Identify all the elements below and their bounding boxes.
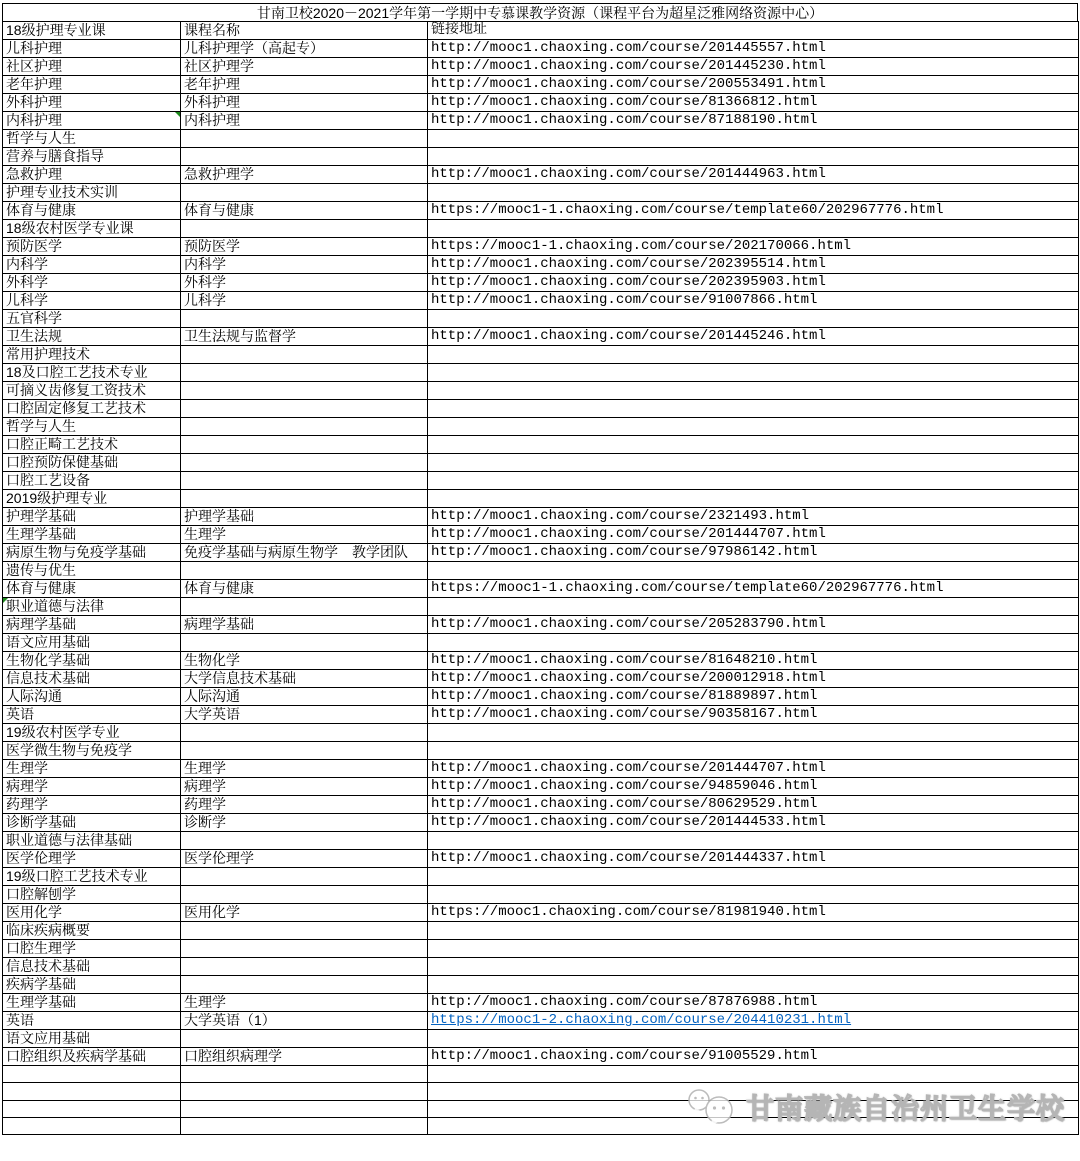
table-row bbox=[3, 688, 1079, 706]
course-name-cell bbox=[181, 418, 428, 436]
category-cell: 19级口腔工艺技术专业 bbox=[3, 868, 181, 886]
category-cell: 哲学与人生 bbox=[3, 418, 181, 436]
table-row bbox=[3, 400, 1079, 418]
table-row bbox=[3, 454, 1079, 472]
category-cell: 医用化学 bbox=[3, 904, 181, 922]
link-cell bbox=[428, 454, 1079, 472]
table-row bbox=[3, 922, 1079, 940]
link-cell: https://mooc1-1.chaoxing.com/course/template60/202967776.html bbox=[428, 202, 1079, 220]
course-name-cell: 生理学 bbox=[181, 994, 428, 1012]
table-row bbox=[3, 292, 1079, 310]
course-name-cell bbox=[181, 562, 428, 580]
link-cell: https://mooc1-1.chaoxing.com/course/template60/202967776.html bbox=[428, 580, 1079, 598]
category-cell: 体育与健康 bbox=[3, 580, 181, 598]
category-cell: 人际沟通 bbox=[3, 688, 181, 706]
course-name-cell: 儿科护理学（高起专） bbox=[181, 40, 428, 58]
link-cell: https://mooc1.chaoxing.com/course/81981940.html bbox=[428, 904, 1079, 922]
link-cell bbox=[428, 868, 1079, 886]
link-cell: http://mooc1.chaoxing.com/course/81648210.html bbox=[428, 652, 1079, 670]
category-cell: 18级护理专业课 bbox=[3, 22, 181, 40]
course-name-cell: 护理学基础 bbox=[181, 508, 428, 526]
course-name-cell bbox=[181, 940, 428, 958]
link-cell bbox=[428, 220, 1079, 238]
table-row bbox=[3, 274, 1079, 292]
link-cell: http://mooc1.chaoxing.com/course/80629529.html bbox=[428, 796, 1079, 814]
watermark-text: 甘南藏族自治州卫生学校 bbox=[746, 1093, 1066, 1124]
category-cell bbox=[3, 1118, 181, 1135]
course-name-cell bbox=[181, 490, 428, 508]
link-cell: http://mooc1.chaoxing.com/course/201445230.html bbox=[428, 58, 1079, 76]
course-name-cell: 病理学 bbox=[181, 778, 428, 796]
table-row bbox=[3, 76, 1079, 94]
category-cell: 2019级护理专业 bbox=[3, 490, 181, 508]
table-row bbox=[3, 58, 1079, 76]
table-row bbox=[3, 1066, 1079, 1083]
table-row bbox=[3, 796, 1079, 814]
course-name-cell: 内科学 bbox=[181, 256, 428, 274]
course-name-cell bbox=[181, 1030, 428, 1048]
link-cell bbox=[428, 472, 1079, 490]
category-cell: 职业道德与法律 bbox=[3, 598, 181, 616]
table-row bbox=[3, 1012, 1079, 1030]
link-cell: http://mooc1.chaoxing.com/course/200553491.html bbox=[428, 76, 1079, 94]
category-cell: 药理学 bbox=[3, 796, 181, 814]
category-cell: 语文应用基础 bbox=[3, 634, 181, 652]
course-name-cell bbox=[181, 958, 428, 976]
table-row bbox=[3, 94, 1079, 112]
link-cell bbox=[428, 1030, 1079, 1048]
category-cell: 口腔解刨学 bbox=[3, 886, 181, 904]
category-cell: 临床疾病概要 bbox=[3, 922, 181, 940]
link-cell bbox=[428, 886, 1079, 904]
category-cell: 18及口腔工艺技术专业 bbox=[3, 364, 181, 382]
category-cell: 信息技术基础 bbox=[3, 958, 181, 976]
link-cell bbox=[428, 958, 1079, 976]
course-name-cell: 生理学 bbox=[181, 760, 428, 778]
category-cell: 哲学与人生 bbox=[3, 130, 181, 148]
course-name-cell: 卫生法规与监督学 bbox=[181, 328, 428, 346]
category-cell: 英语 bbox=[3, 1012, 181, 1030]
table-row bbox=[3, 490, 1079, 508]
link-cell bbox=[428, 436, 1079, 454]
category-cell: 职业道德与法律基础 bbox=[3, 832, 181, 850]
category-cell: 口腔工艺设备 bbox=[3, 472, 181, 490]
link-cell: http://mooc1.chaoxing.com/course/97986142.html bbox=[428, 544, 1079, 562]
category-cell: 体育与健康 bbox=[3, 202, 181, 220]
table-row bbox=[3, 310, 1079, 328]
table-row bbox=[3, 220, 1079, 238]
course-name-cell bbox=[181, 400, 428, 418]
course-name-cell bbox=[181, 634, 428, 652]
course-name-cell: 病理学基础 bbox=[181, 616, 428, 634]
course-name-cell: 体育与健康 bbox=[181, 202, 428, 220]
course-name-cell: 人际沟通 bbox=[181, 688, 428, 706]
link-cell bbox=[428, 562, 1079, 580]
table-row bbox=[3, 544, 1079, 562]
category-cell: 可摘义齿修复工资技术 bbox=[3, 382, 181, 400]
course-name-cell bbox=[181, 598, 428, 616]
course-name-cell: 大学英语（1） bbox=[181, 1012, 428, 1030]
course-name-cell bbox=[181, 454, 428, 472]
table-row bbox=[3, 472, 1079, 490]
link-cell: http://mooc1.chaoxing.com/course/201444707.html bbox=[428, 760, 1079, 778]
link-cell: http://mooc1.chaoxing.com/course/201444533.html bbox=[428, 814, 1079, 832]
course-resource-sheet bbox=[2, 3, 1078, 1135]
course-hyperlink[interactable]: https://mooc1-2.chaoxing.com/course/204410231.html bbox=[431, 1012, 852, 1028]
table-row bbox=[3, 670, 1079, 688]
link-cell: http://mooc1.chaoxing.com/course/201445557.html bbox=[428, 40, 1079, 58]
category-cell bbox=[3, 1066, 181, 1083]
table-row bbox=[3, 562, 1079, 580]
table-row bbox=[3, 508, 1079, 526]
category-cell: 护理学基础 bbox=[3, 508, 181, 526]
table-row bbox=[3, 760, 1079, 778]
link-cell: http://mooc1.chaoxing.com/course/2321493.html bbox=[428, 508, 1079, 526]
category-cell: 口腔固定修复工艺技术 bbox=[3, 400, 181, 418]
table-row bbox=[3, 598, 1079, 616]
link-cell bbox=[428, 976, 1079, 994]
link-cell: 链接地址 bbox=[428, 22, 1079, 40]
link-cell bbox=[428, 724, 1079, 742]
link-cell: http://mooc1.chaoxing.com/course/201445246.html bbox=[428, 328, 1079, 346]
category-cell: 儿科护理 bbox=[3, 40, 181, 58]
table-row bbox=[3, 184, 1079, 202]
link-cell[interactable] bbox=[428, 1012, 1079, 1030]
table-row bbox=[3, 418, 1079, 436]
link-cell bbox=[428, 346, 1079, 364]
table-row bbox=[3, 112, 1079, 130]
course-name-cell bbox=[181, 1083, 428, 1100]
category-cell: 预防医学 bbox=[3, 238, 181, 256]
course-name-cell bbox=[181, 886, 428, 904]
link-cell bbox=[428, 400, 1079, 418]
link-cell: https://mooc1-1.chaoxing.com/course/202170066.html bbox=[428, 238, 1079, 256]
table-row bbox=[3, 976, 1079, 994]
link-cell: http://mooc1.chaoxing.com/course/201444707.html bbox=[428, 526, 1079, 544]
table-row bbox=[3, 616, 1079, 634]
category-cell: 19级农村医学专业 bbox=[3, 724, 181, 742]
course-name-cell: 口腔组织病理学 bbox=[181, 1048, 428, 1066]
table-row bbox=[3, 634, 1079, 652]
table-row bbox=[3, 130, 1079, 148]
table-row bbox=[3, 652, 1079, 670]
category-cell: 五官科学 bbox=[3, 310, 181, 328]
link-cell: http://mooc1.chaoxing.com/course/205283790.html bbox=[428, 616, 1079, 634]
course-name-cell: 生物化学 bbox=[181, 652, 428, 670]
table-row bbox=[3, 1030, 1079, 1048]
category-cell: 口腔正畸工艺技术 bbox=[3, 436, 181, 454]
category-cell: 18级农村医学专业课 bbox=[3, 220, 181, 238]
course-name-cell: 预防医学 bbox=[181, 238, 428, 256]
course-name-cell bbox=[181, 922, 428, 940]
table-row bbox=[3, 256, 1079, 274]
course-name-cell: 生理学 bbox=[181, 526, 428, 544]
table-row bbox=[3, 940, 1079, 958]
category-cell: 口腔组织及疾病学基础 bbox=[3, 1048, 181, 1066]
table-row bbox=[3, 22, 1079, 40]
table-row bbox=[3, 706, 1079, 724]
table-row bbox=[3, 328, 1079, 346]
category-cell: 营养与膳食指导 bbox=[3, 148, 181, 166]
category-cell bbox=[3, 1100, 181, 1117]
link-cell bbox=[428, 364, 1079, 382]
category-cell: 诊断学基础 bbox=[3, 814, 181, 832]
category-cell: 病理学基础 bbox=[3, 616, 181, 634]
course-name-cell bbox=[181, 220, 428, 238]
category-cell: 生物化学基础 bbox=[3, 652, 181, 670]
category-cell: 遗传与优生 bbox=[3, 562, 181, 580]
table-row bbox=[3, 148, 1079, 166]
table-row bbox=[3, 202, 1079, 220]
table-row bbox=[3, 1083, 1079, 1100]
course-name-cell: 免疫学基础与病原生物学 教学团队 bbox=[181, 544, 428, 562]
category-cell: 外科学 bbox=[3, 274, 181, 292]
course-name-cell bbox=[181, 436, 428, 454]
link-cell: http://mooc1.chaoxing.com/course/81889897.html bbox=[428, 688, 1079, 706]
category-cell: 急救护理 bbox=[3, 166, 181, 184]
link-cell: http://mooc1.chaoxing.com/course/81366812.html bbox=[428, 94, 1079, 112]
course-name-cell bbox=[181, 472, 428, 490]
category-cell: 生理学基础 bbox=[3, 526, 181, 544]
category-cell: 常用护理技术 bbox=[3, 346, 181, 364]
link-cell: http://mooc1.chaoxing.com/course/202395903.html bbox=[428, 274, 1079, 292]
category-cell bbox=[3, 1083, 181, 1100]
category-cell: 英语 bbox=[3, 706, 181, 724]
link-cell: http://mooc1.chaoxing.com/course/201444963.html bbox=[428, 166, 1079, 184]
category-cell: 儿科学 bbox=[3, 292, 181, 310]
link-cell bbox=[428, 418, 1079, 436]
course-name-cell: 大学信息技术基础 bbox=[181, 670, 428, 688]
sheet-title: 甘南卫校2020－2021学年第一学期中专慕课教学资源（课程平台为超星泛雅网络资源中心） bbox=[2, 3, 1078, 22]
category-cell: 外科护理 bbox=[3, 94, 181, 112]
link-cell bbox=[428, 940, 1079, 958]
category-cell: 生理学 bbox=[3, 760, 181, 778]
table-row bbox=[3, 526, 1079, 544]
table-row bbox=[3, 382, 1079, 400]
category-cell: 病理学 bbox=[3, 778, 181, 796]
category-cell: 护理专业技术实训 bbox=[3, 184, 181, 202]
link-cell bbox=[428, 310, 1079, 328]
course-name-cell bbox=[181, 724, 428, 742]
table-row bbox=[3, 832, 1079, 850]
table-row bbox=[3, 436, 1079, 454]
link-cell bbox=[428, 598, 1079, 616]
course-name-cell bbox=[181, 184, 428, 202]
course-name-cell: 诊断学 bbox=[181, 814, 428, 832]
category-cell: 病原生物与免疫学基础 bbox=[3, 544, 181, 562]
table-row bbox=[3, 778, 1079, 796]
category-cell: 社区护理 bbox=[3, 58, 181, 76]
course-name-cell bbox=[181, 1066, 428, 1083]
table-row bbox=[3, 364, 1079, 382]
link-cell bbox=[428, 1083, 1079, 1100]
course-name-cell bbox=[181, 364, 428, 382]
category-cell: 内科学 bbox=[3, 256, 181, 274]
category-cell: 语文应用基础 bbox=[3, 1030, 181, 1048]
course-name-cell: 医用化学 bbox=[181, 904, 428, 922]
category-cell: 口腔预防保健基础 bbox=[3, 454, 181, 472]
link-cell bbox=[428, 184, 1079, 202]
link-cell: http://mooc1.chaoxing.com/course/94859046.html bbox=[428, 778, 1079, 796]
link-cell bbox=[428, 1100, 1079, 1117]
category-cell: 生理学基础 bbox=[3, 994, 181, 1012]
table-row bbox=[3, 886, 1079, 904]
course-name-cell bbox=[181, 1118, 428, 1135]
table-row bbox=[3, 958, 1079, 976]
category-cell: 医学伦理学 bbox=[3, 850, 181, 868]
table-row bbox=[3, 868, 1079, 886]
link-cell bbox=[428, 832, 1079, 850]
course-name-cell: 医学伦理学 bbox=[181, 850, 428, 868]
category-cell: 卫生法规 bbox=[3, 328, 181, 346]
table-row bbox=[3, 1118, 1079, 1135]
course-name-cell: 体育与健康 bbox=[181, 580, 428, 598]
course-table bbox=[2, 21, 1079, 1135]
link-cell: http://mooc1.chaoxing.com/course/202395514.html bbox=[428, 256, 1079, 274]
course-name-cell bbox=[181, 742, 428, 760]
course-name-cell: 药理学 bbox=[181, 796, 428, 814]
course-name-cell: 儿科学 bbox=[181, 292, 428, 310]
course-name-cell bbox=[181, 310, 428, 328]
table-row bbox=[3, 814, 1079, 832]
course-name-cell bbox=[181, 868, 428, 886]
course-name-cell: 老年护理 bbox=[181, 76, 428, 94]
course-name-cell: 外科护理 bbox=[181, 94, 428, 112]
category-cell: 老年护理 bbox=[3, 76, 181, 94]
course-table-body bbox=[3, 22, 1079, 1135]
link-cell: http://mooc1.chaoxing.com/course/87188190.html bbox=[428, 112, 1079, 130]
link-cell bbox=[428, 922, 1079, 940]
table-row bbox=[3, 1048, 1079, 1066]
link-cell: http://mooc1.chaoxing.com/course/200012918.html bbox=[428, 670, 1079, 688]
link-cell bbox=[428, 1118, 1079, 1135]
course-name-cell bbox=[181, 382, 428, 400]
link-cell bbox=[428, 382, 1079, 400]
course-name-cell bbox=[181, 130, 428, 148]
course-name-cell bbox=[181, 1100, 428, 1117]
link-cell bbox=[428, 130, 1079, 148]
course-name-cell bbox=[181, 346, 428, 364]
table-row bbox=[3, 166, 1079, 184]
table-row bbox=[3, 904, 1079, 922]
link-cell bbox=[428, 148, 1079, 166]
category-cell: 内科护理 bbox=[3, 112, 181, 130]
course-name-cell: 内科护理 bbox=[181, 112, 428, 130]
category-cell: 疾病学基础 bbox=[3, 976, 181, 994]
course-name-cell bbox=[181, 148, 428, 166]
link-cell bbox=[428, 742, 1079, 760]
link-cell bbox=[428, 490, 1079, 508]
table-row bbox=[3, 1100, 1079, 1117]
link-cell: http://mooc1.chaoxing.com/course/91005529.html bbox=[428, 1048, 1079, 1066]
table-row bbox=[3, 850, 1079, 868]
course-name-cell: 社区护理学 bbox=[181, 58, 428, 76]
link-cell: http://mooc1.chaoxing.com/course/91007866.html bbox=[428, 292, 1079, 310]
link-cell: http://mooc1.chaoxing.com/course/90358167.html bbox=[428, 706, 1079, 724]
table-row bbox=[3, 742, 1079, 760]
course-name-cell: 外科学 bbox=[181, 274, 428, 292]
link-cell: http://mooc1.chaoxing.com/course/201444337.html bbox=[428, 850, 1079, 868]
course-name-cell: 急救护理学 bbox=[181, 166, 428, 184]
link-cell: http://mooc1.chaoxing.com/course/87876988.html bbox=[428, 994, 1079, 1012]
table-row bbox=[3, 724, 1079, 742]
table-row bbox=[3, 994, 1079, 1012]
link-cell bbox=[428, 1066, 1079, 1083]
course-name-cell bbox=[181, 976, 428, 994]
table-row bbox=[3, 40, 1079, 58]
category-cell: 口腔生理学 bbox=[3, 940, 181, 958]
link-cell bbox=[428, 634, 1079, 652]
course-name-cell: 大学英语 bbox=[181, 706, 428, 724]
course-name-cell bbox=[181, 832, 428, 850]
table-row bbox=[3, 238, 1079, 256]
course-name-cell: 课程名称 bbox=[181, 22, 428, 40]
category-cell: 医学微生物与免疫学 bbox=[3, 742, 181, 760]
table-row bbox=[3, 580, 1079, 598]
table-row bbox=[3, 346, 1079, 364]
category-cell: 信息技术基础 bbox=[3, 670, 181, 688]
